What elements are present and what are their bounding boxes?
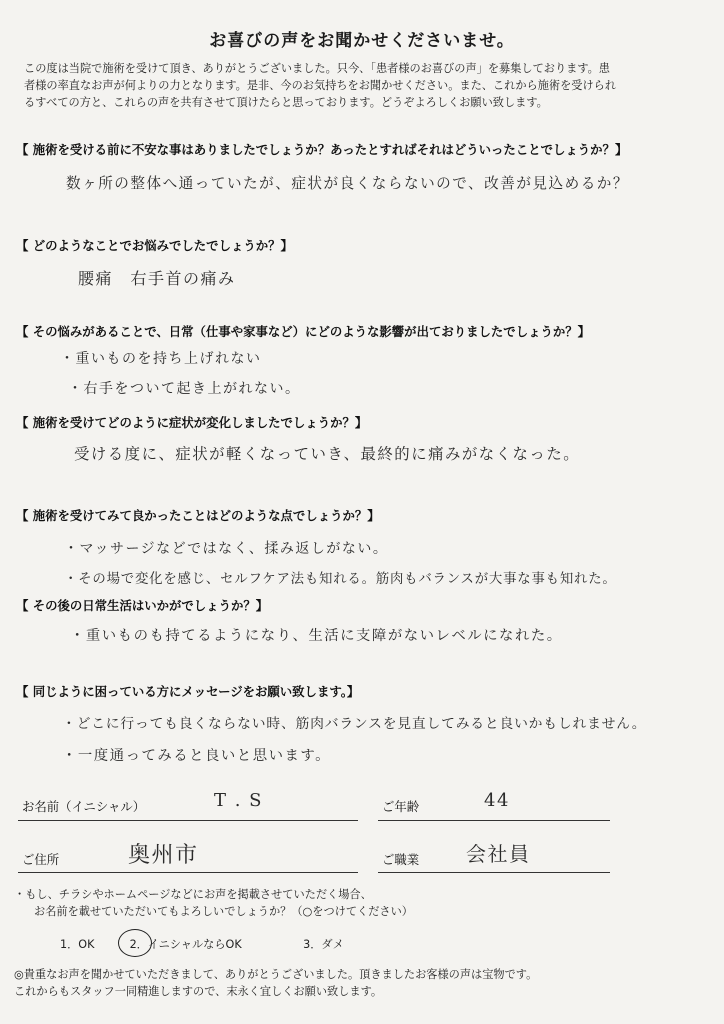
question-message: 【 同じように困っている方にメッセージをお願い致します。】 xyxy=(16,684,360,699)
job-value: 会社員 xyxy=(466,842,531,866)
address-value: 奥州市 xyxy=(128,843,199,868)
footer-line: ◎貴重なお声を聞かせていただきまして、ありがとうございました。頂きましたお客様の声は宝物です。 xyxy=(14,968,538,981)
question-troubles: 【 どのようなことでお悩みでしたでしょうか？】 xyxy=(16,238,293,253)
answer-good-points-1: ・マッサージなどではなく、揉み返しがない。 xyxy=(64,541,389,557)
question-good-points: 【 施術を受けてみて良かったことはどのような点でしょうか？】 xyxy=(16,508,380,523)
question-daily-impact: 【 その悩みがあることで、日常（仕事や家事など）にどのような影響が出ておりましたでしょうか？】 xyxy=(16,324,591,339)
footer-line: これからもスタッフ一同精進しますので、末永く宜しくお願い致します。 xyxy=(14,985,383,998)
address-underline xyxy=(18,872,358,873)
age-label: ご年齢 xyxy=(382,799,420,814)
question-daily-life-after: 【 その後の日常生活はいかがでしょうか？】 xyxy=(16,598,269,613)
age-value: 44 xyxy=(484,790,510,811)
footer-text xyxy=(14,966,714,1000)
intro-line: るすべての方と、これらの声を共有させて頂けたらと思っております。どうぞよろしくお願い致します。 xyxy=(24,96,548,109)
answer-symptom-change: 受ける度に、症状が軽くなっていき、最終的に痛みがなくなった。 xyxy=(74,445,581,463)
answer-message-2: ・一度通ってみると良いと思います。 xyxy=(62,748,331,764)
answer-good-points-2: ・その場で変化を感じ、セルフケア法も知れる。筋肉もバランスが大事な事も知れた。 xyxy=(64,572,617,587)
name-underline xyxy=(18,820,358,821)
answer-daily-impact-2: ・右手をついて起き上がれない。 xyxy=(68,381,301,397)
job-underline xyxy=(378,872,610,873)
answer-troubles: 腰痛 右手首の痛み xyxy=(78,269,236,288)
name-value: T . S xyxy=(214,790,264,811)
option-no[interactable]: 3．ダメ xyxy=(303,938,344,951)
permission-line: お名前を載せていただいてもよろしいでしょうか？（○をつけてください） xyxy=(34,905,413,918)
option-initials-ok[interactable]: 2．イニシャルならOK xyxy=(129,938,242,951)
answer-message-1: ・どこに行っても良くならない時、筋肉バランスを見直してみると良いかもしれません。 xyxy=(62,716,647,732)
answer-worries-before: 数ヶ所の整体へ通っていたが、症状が良くならないので、改善が見込めるか？ xyxy=(66,175,629,192)
answer-daily-life-after: ・重いものも持てるようになり、生活に支障がないレベルになれた。 xyxy=(70,628,563,644)
question-worries-before: 【 施術を受ける前に不安な事はありましたでしょうか？あったとすればそれはどういったことでしょうか？】 xyxy=(16,142,628,157)
name-label: お名前（イニシャル） xyxy=(22,799,146,814)
question-symptom-change: 【 施術を受けてどのように症状が変化しましたでしょうか？】 xyxy=(16,415,368,430)
form-title: お喜びの声をお聞かせくださいませ。 xyxy=(209,31,515,51)
intro-line: 者様の率直なお声が何よりの力となります。是非、今のお気持ちをお聞かせください。また、これから施術を受けられ xyxy=(24,79,617,92)
option-ok[interactable]: 1．OK xyxy=(60,938,95,951)
address-label: ご住所 xyxy=(22,852,60,867)
job-label: ご職業 xyxy=(382,852,420,867)
answer-daily-impact-1: ・重いものを持ち上げれない xyxy=(60,351,262,367)
intro-line: この度は当院で施術を受けて頂き、ありがとうございました。只今、「患者様のお喜びの声」を募集しております。患 xyxy=(24,62,610,75)
permission-options xyxy=(60,936,344,952)
permission-line: ・もし、チラシやホームページなどにお声を掲載させていただく場合、 xyxy=(14,888,372,901)
age-underline xyxy=(378,820,610,821)
selected-option-circle xyxy=(118,929,152,957)
intro-text xyxy=(24,60,704,111)
